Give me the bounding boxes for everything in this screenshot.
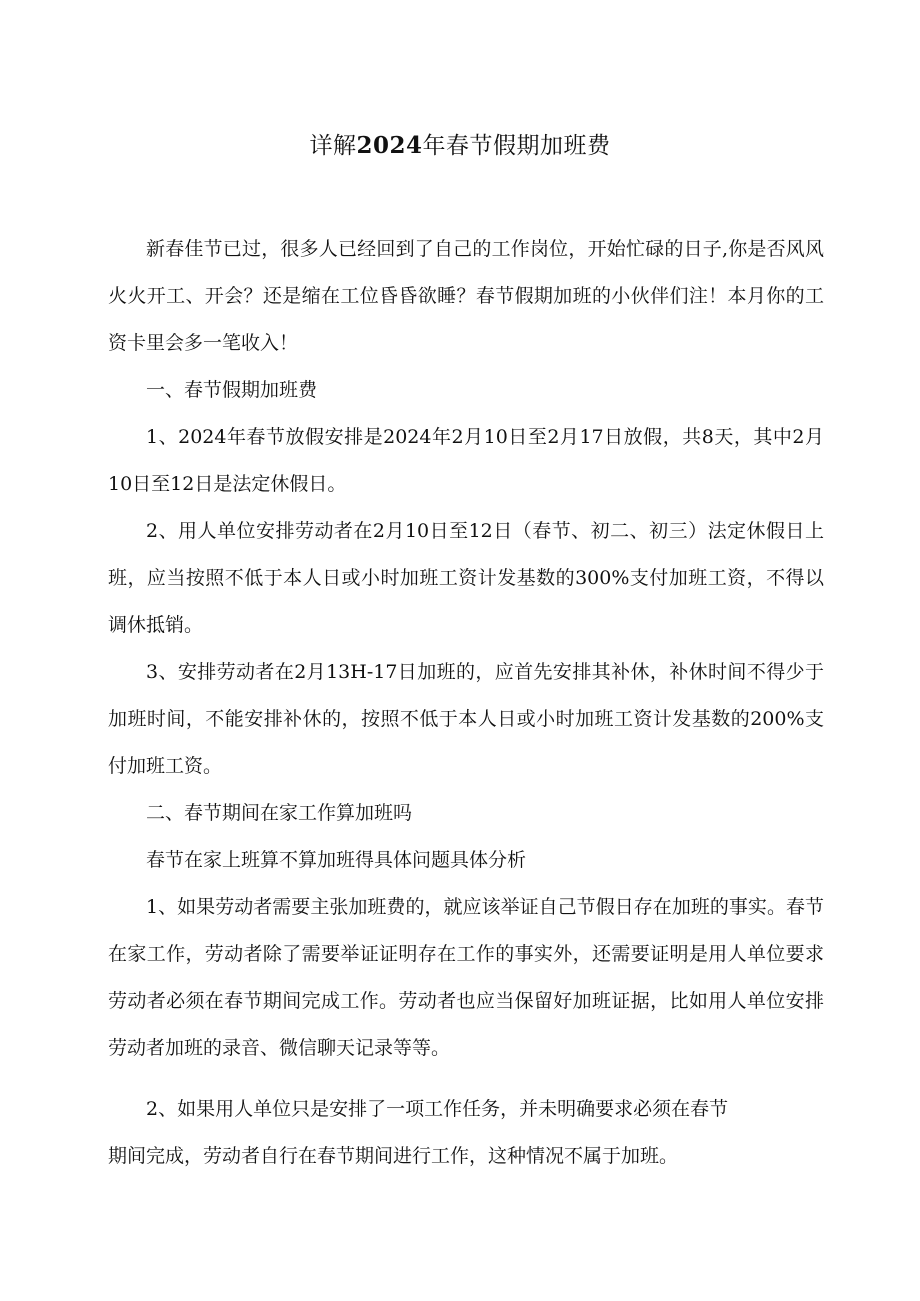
section-heading-work-from-home: 二、春节期间在家工作算加班吗: [146, 802, 413, 824]
paragraph-not-overtime-line-1: 2、如果用人单位只是安排了一项工作任务，并未明确要求必须在春节: [146, 1098, 729, 1120]
title-prefix: 详解: [309, 133, 357, 159]
section-heading-overtime-pay: 一、春节假期加班费: [146, 379, 318, 401]
paragraph-statutory-holiday-pay: 2、用人单位安排劳动者在2月10日至12日（春节、初二、初三）法定休假日上班，应当按照不低于本人日或小时加班工资计发基数的300%支付加班工资，不得以调休抵销。: [108, 520, 824, 636]
paragraph-not-overtime: [108, 1086, 824, 1180]
paragraph-intro: 新春佳节已过，很多人已经回到了自己的工作岗位，开始忙碌的日子,你是否风风火火开工、开会？还是缩在工位昏昏欲睡？春节假期加班的小伙伴们注！本月你的工资卡里会多一笔收入！: [108, 238, 824, 354]
paragraph-case-analysis: 春节在家上班算不算加班得具体问题具体分析: [146, 849, 527, 871]
paragraph-not-overtime-line-2: 期间完成，劳动者自行在春节期间进行工作，这种情况不属于加班。: [108, 1145, 679, 1167]
paragraph-rest-day-pay: 3、安排劳动者在2月13H-17日加班的，应首先安排其补休，补休时间不得少于加班时间，不能安排补休的，按照不低于本人日或小时加班工资计发基数的200%支付加班工资。: [108, 661, 824, 777]
document-title: [0, 128, 920, 164]
title-year: 2024: [356, 132, 423, 159]
title-suffix: 年春节假期加班费: [422, 133, 611, 159]
document-body: [108, 226, 824, 1180]
paragraph-burden-of-proof: 1、如果劳动者需要主张加班费的，就应该举证自己节假日存在加班的事实。春节在家工作，劳动者除了需要举证证明存在工作的事实外，还需要证明是用人单位要求劳动者必须在春节期间完成工作。劳动者也应当保留好加班证据，比如用人单位安排劳动者加班的录音、微信聊天记录等等。: [108, 896, 824, 1059]
paragraph-holiday-schedule: 1、2024年春节放假安排是2024年2月10日至2月17日放假，共8天，其中2月10日至12日是法定休假日。: [108, 426, 824, 495]
